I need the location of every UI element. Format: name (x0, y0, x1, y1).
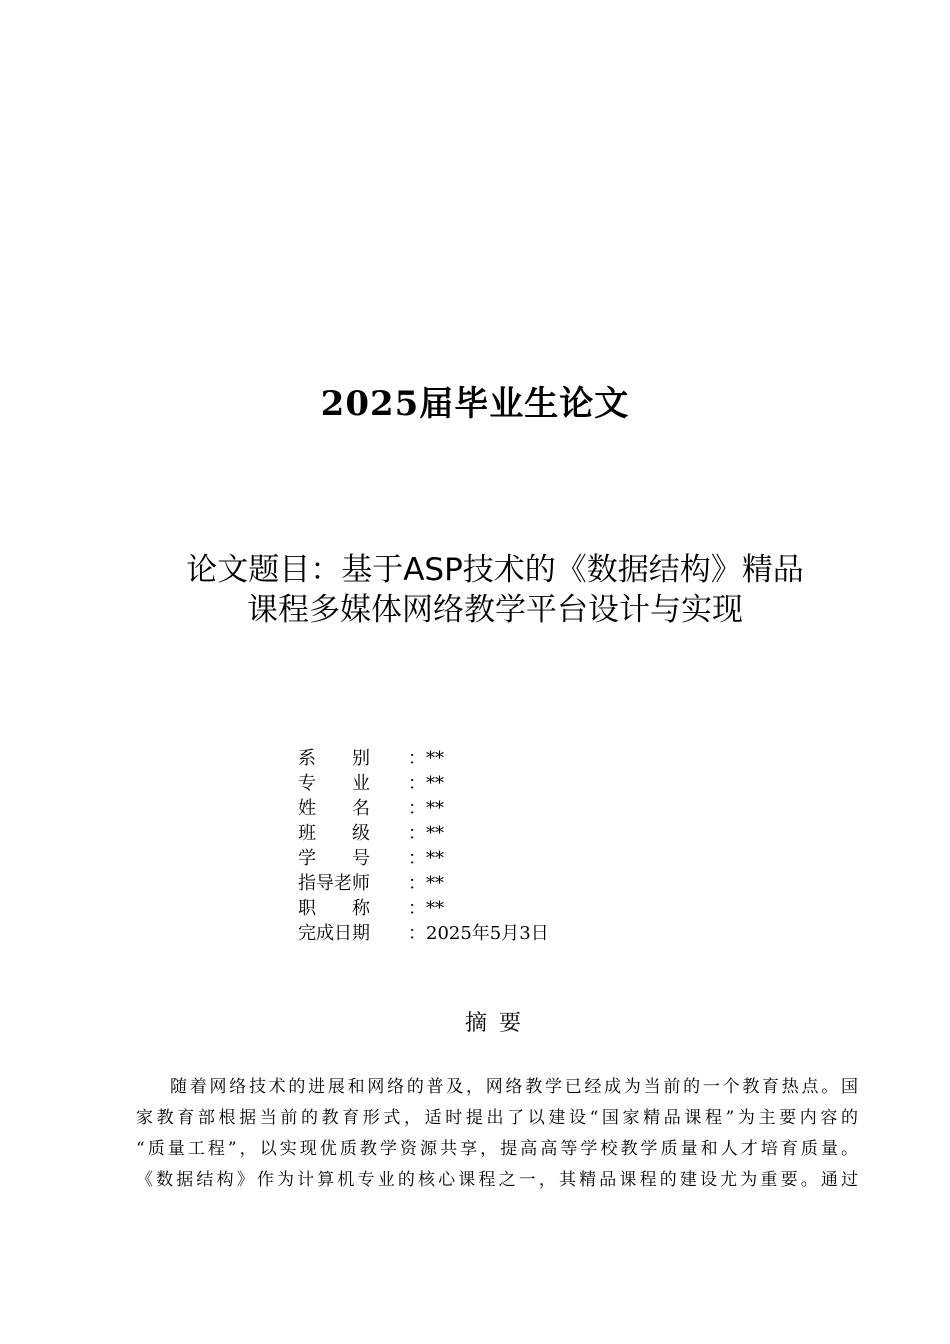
info-value: ** (426, 798, 444, 819)
info-value: ** (426, 748, 444, 769)
info-value: 2025年5月3日 (426, 923, 549, 944)
thesis-title-line-2: 课程多媒体网络教学平台设计与实现 (247, 592, 743, 628)
info-value: ** (426, 773, 444, 794)
abstract-line: 随着网络技术的进展和网络的普及，网络教学已经成为当前的一个教育热点。国 (170, 1077, 858, 1097)
info-row-department: 系 别 ： ** (298, 748, 444, 769)
info-label: 指导老师 (298, 873, 370, 894)
abstract-body (136, 1072, 858, 1196)
info-label: 姓 名 (298, 798, 370, 819)
info-label: 班 级 (298, 823, 370, 844)
info-value: ** (426, 823, 444, 844)
abstract-line: 《数据结构》作为计算机专业的核心课程之一，其精品课程的建设尤为重要。通过 (136, 1170, 858, 1190)
info-row-completion-date: 完成日期 ： 2025年5月3日 (298, 923, 549, 944)
info-value: ** (426, 848, 444, 869)
info-row-major: 专 业 ： ** (298, 773, 444, 794)
info-row-student-id: 学 号 ： ** (298, 848, 444, 869)
abstract-heading: 摘要 (464, 1011, 533, 1036)
info-row-name: 姓 名 ： ** (298, 798, 444, 819)
abstract-line: 家教育部根据当前的教育形式，适时提出了以建设“国家精品课程”为主要内容的 (136, 1108, 858, 1128)
info-label: 学 号 (298, 848, 370, 869)
info-label: 专 业 (298, 773, 370, 794)
student-info-block (298, 746, 549, 946)
thesis-title-line-1: 论文题目：基于ASP技术的《数据结构》精品 (186, 552, 804, 588)
info-label: 系 别 (298, 748, 370, 769)
info-row-advisor: 指导老师 ： ** (298, 873, 444, 894)
info-value: ** (426, 873, 444, 894)
thesis-title (130, 550, 860, 630)
thesis-header-title: 2025届毕业生论文 (320, 384, 630, 424)
info-label: 职 称 (298, 898, 370, 919)
info-label: 完成日期 (298, 923, 370, 944)
abstract-line: “质量工程”，以实现优质教学资源共享，提高高等学校教学质量和人才培育质量。 (136, 1139, 858, 1159)
info-row-class: 班 级 ： ** (298, 823, 444, 844)
info-value: ** (426, 898, 444, 919)
info-row-title: 职 称 ： ** (298, 898, 444, 919)
